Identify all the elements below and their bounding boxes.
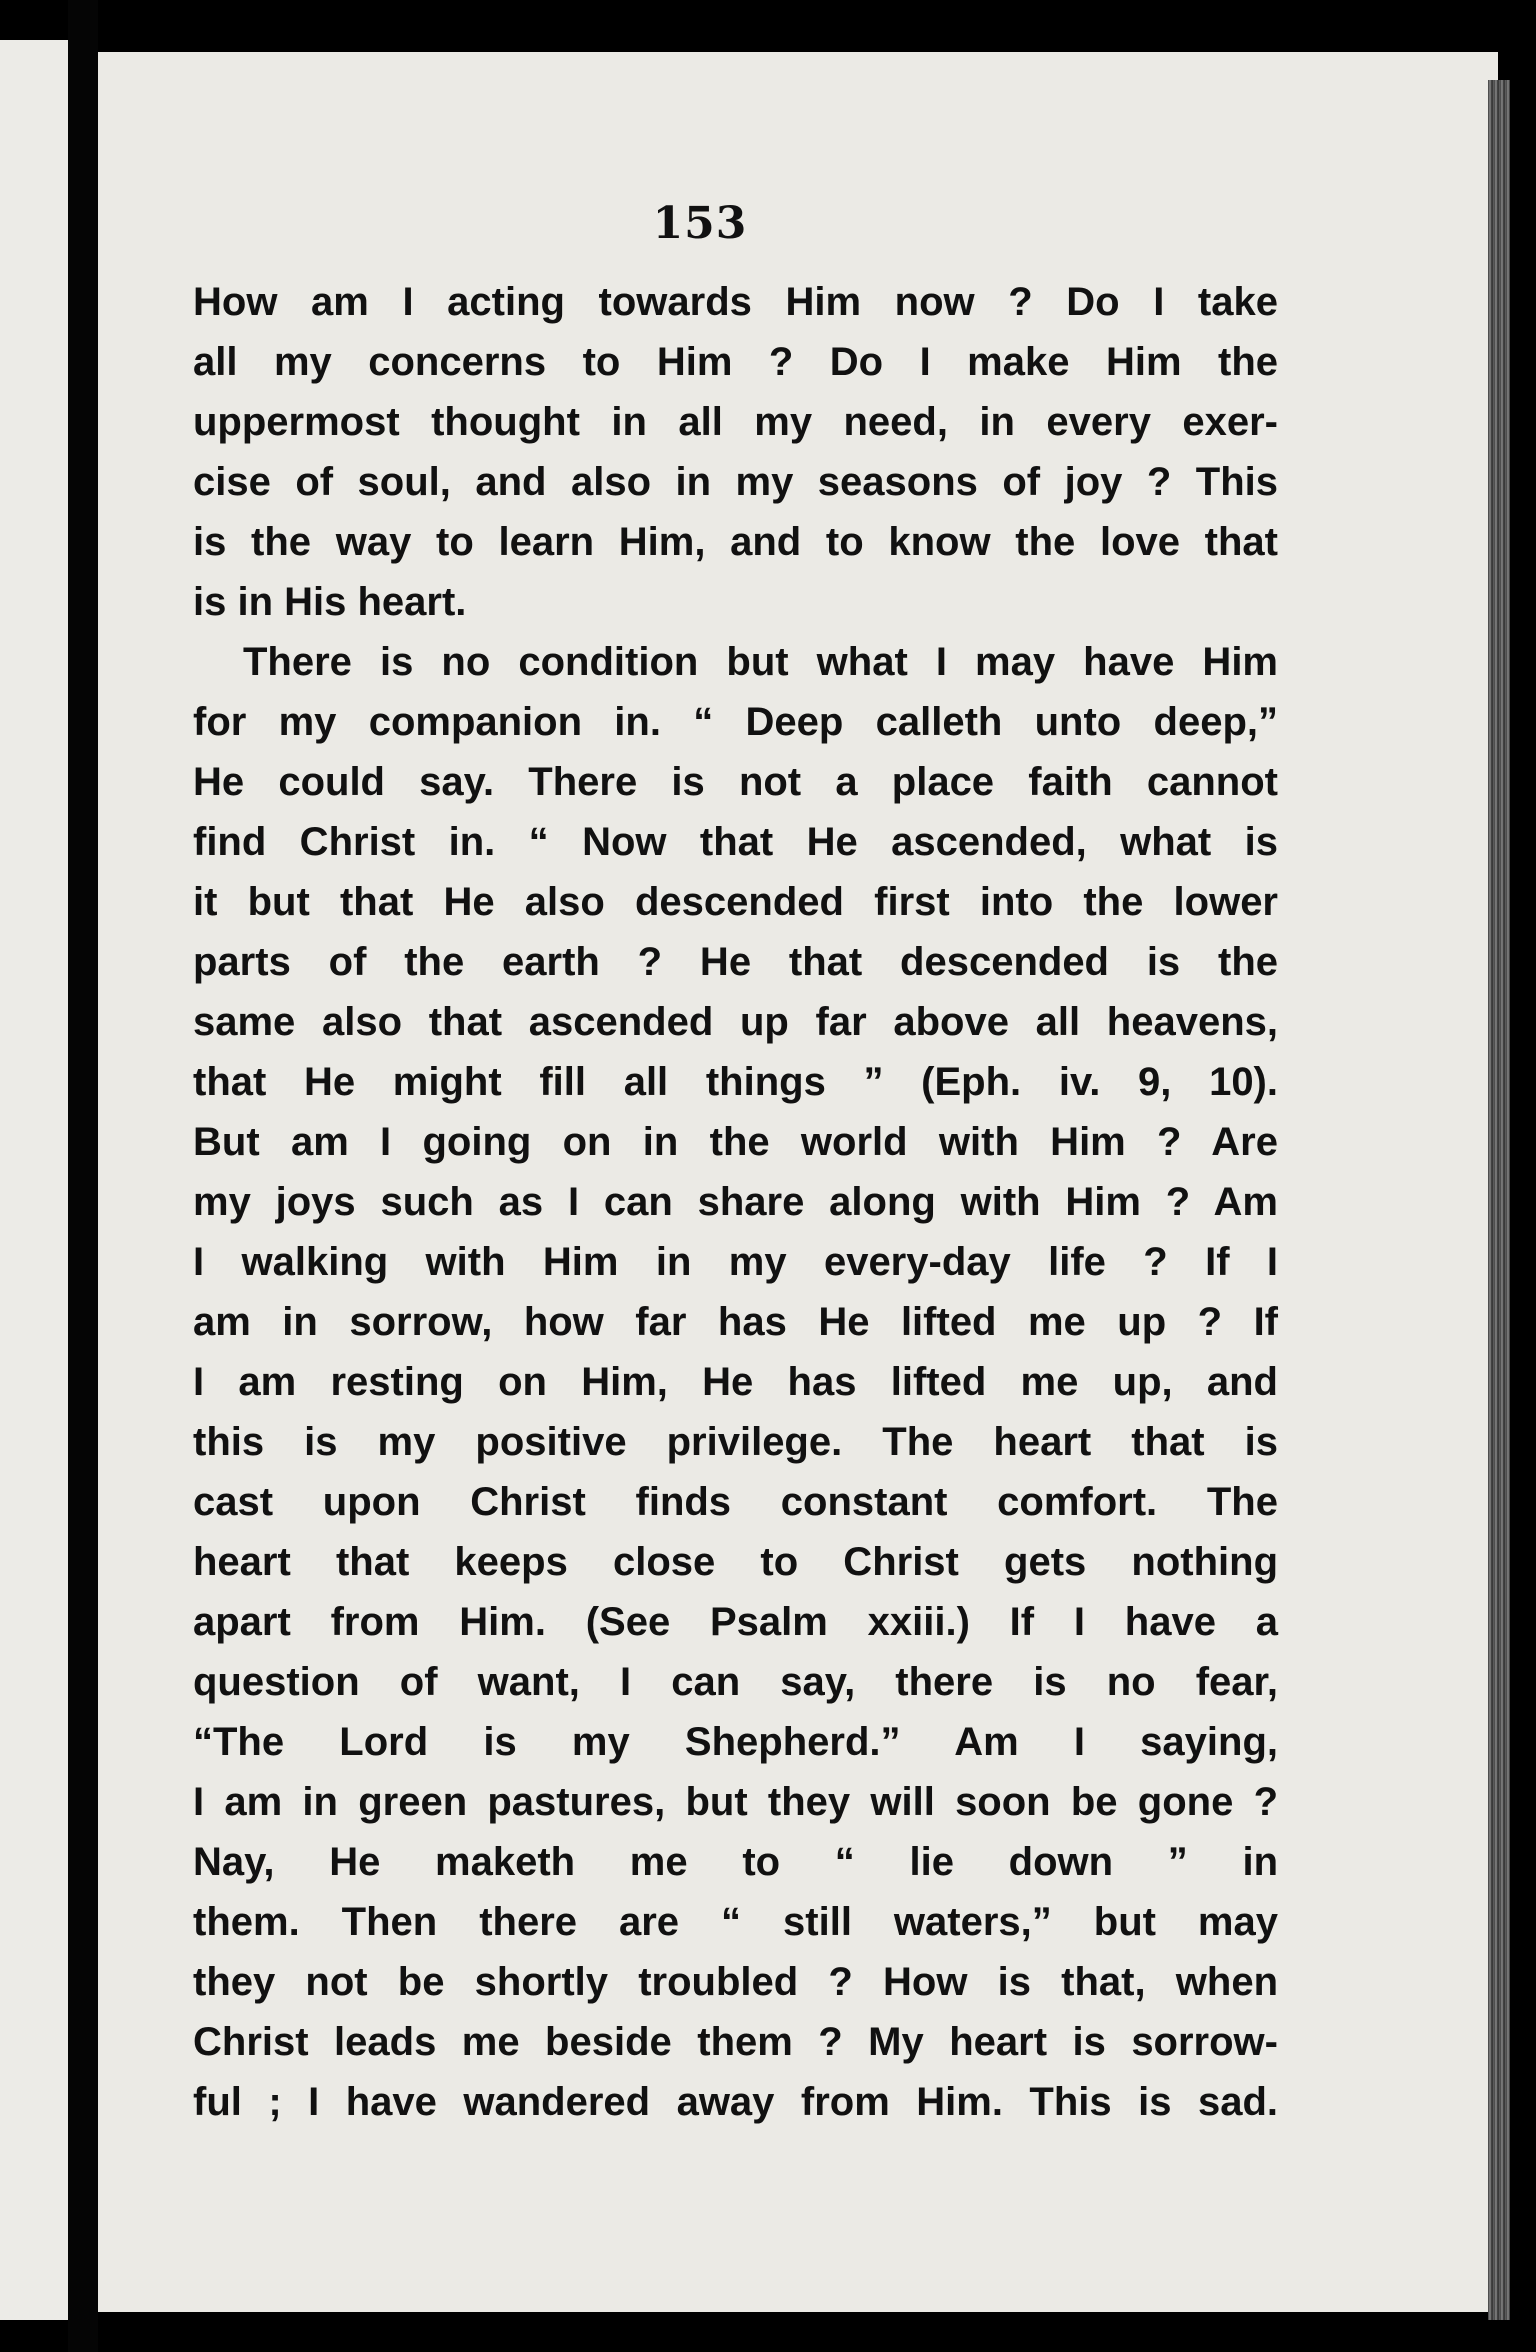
text-line: my joys such as I can share along with Him ? Am (193, 1180, 1278, 1224)
text-line: all my concerns to Him ? Do I make Him the (193, 340, 1278, 384)
text-line: Nay, He maketh me to “ lie down ” in (193, 1840, 1278, 1884)
facing-page-edge (0, 40, 68, 2320)
text-line: is in His heart. (193, 580, 467, 624)
text-line: ful ; I have wandered away from Him. This is sad. (193, 2080, 1278, 2124)
body-text (193, 272, 1278, 2132)
text-line: He could say. There is not a place faith cannot (193, 760, 1278, 804)
text-line: that He might fill all things ” (Eph. iv. 9, 10). (193, 1060, 1278, 1104)
text-line: cast upon Christ finds constant comfort. The (193, 1480, 1278, 1524)
text-line: same also that ascended up far above all heavens, (193, 1000, 1278, 1044)
text-line: But am I going on in the world with Him ? Are (193, 1120, 1278, 1164)
text-line: Christ leads me beside them ? My heart is sorrow- (193, 2020, 1278, 2064)
text-line: apart from Him. (See Psalm xxiii.) If I have a (193, 1600, 1278, 1644)
text-line: them. Then there are “ still waters,” but may (193, 1900, 1278, 1944)
text-line: I am in green pastures, but they will soon be gone ? (193, 1780, 1278, 1824)
page-number: 153 (652, 198, 748, 249)
text-line: How am I acting towards Him now ? Do I take (193, 280, 1278, 324)
text-line: uppermost thought in all my need, in every exer- (193, 400, 1278, 444)
text-line: this is my positive privilege. The heart that is (193, 1420, 1278, 1464)
text-line: they not be shortly troubled ? How is that, when (193, 1960, 1278, 2004)
text-line: find Christ in. “ Now that He ascended, what is (193, 820, 1278, 864)
text-line: am in sorrow, how far has He lifted me up ? If (193, 1300, 1278, 1344)
text-line: I am resting on Him, He has lifted me up, and (193, 1360, 1278, 1404)
page-stack-edge (1488, 80, 1510, 2320)
text-line: question of want, I can say, there is no fear, (193, 1660, 1278, 1704)
text-line: “The Lord is my Shepherd.” Am I saying, (193, 1720, 1278, 1764)
text-line: I walking with Him in my every-day life ? If I (193, 1240, 1278, 1284)
text-line: is the way to learn Him, and to know the love that (193, 520, 1278, 564)
text-line: heart that keeps close to Christ gets nothing (193, 1540, 1278, 1584)
text-line: cise of soul, and also in my seasons of joy ? This (193, 460, 1278, 504)
text-line: parts of the earth ? He that descended is the (193, 940, 1278, 984)
text-line: it but that He also descended first into the lower (193, 880, 1278, 924)
text-line: for my companion in. “ Deep calleth unto deep,” (193, 700, 1278, 744)
binding-gutter (68, 0, 98, 2352)
text-line: There is no condition but what I may have Him (243, 640, 1278, 684)
